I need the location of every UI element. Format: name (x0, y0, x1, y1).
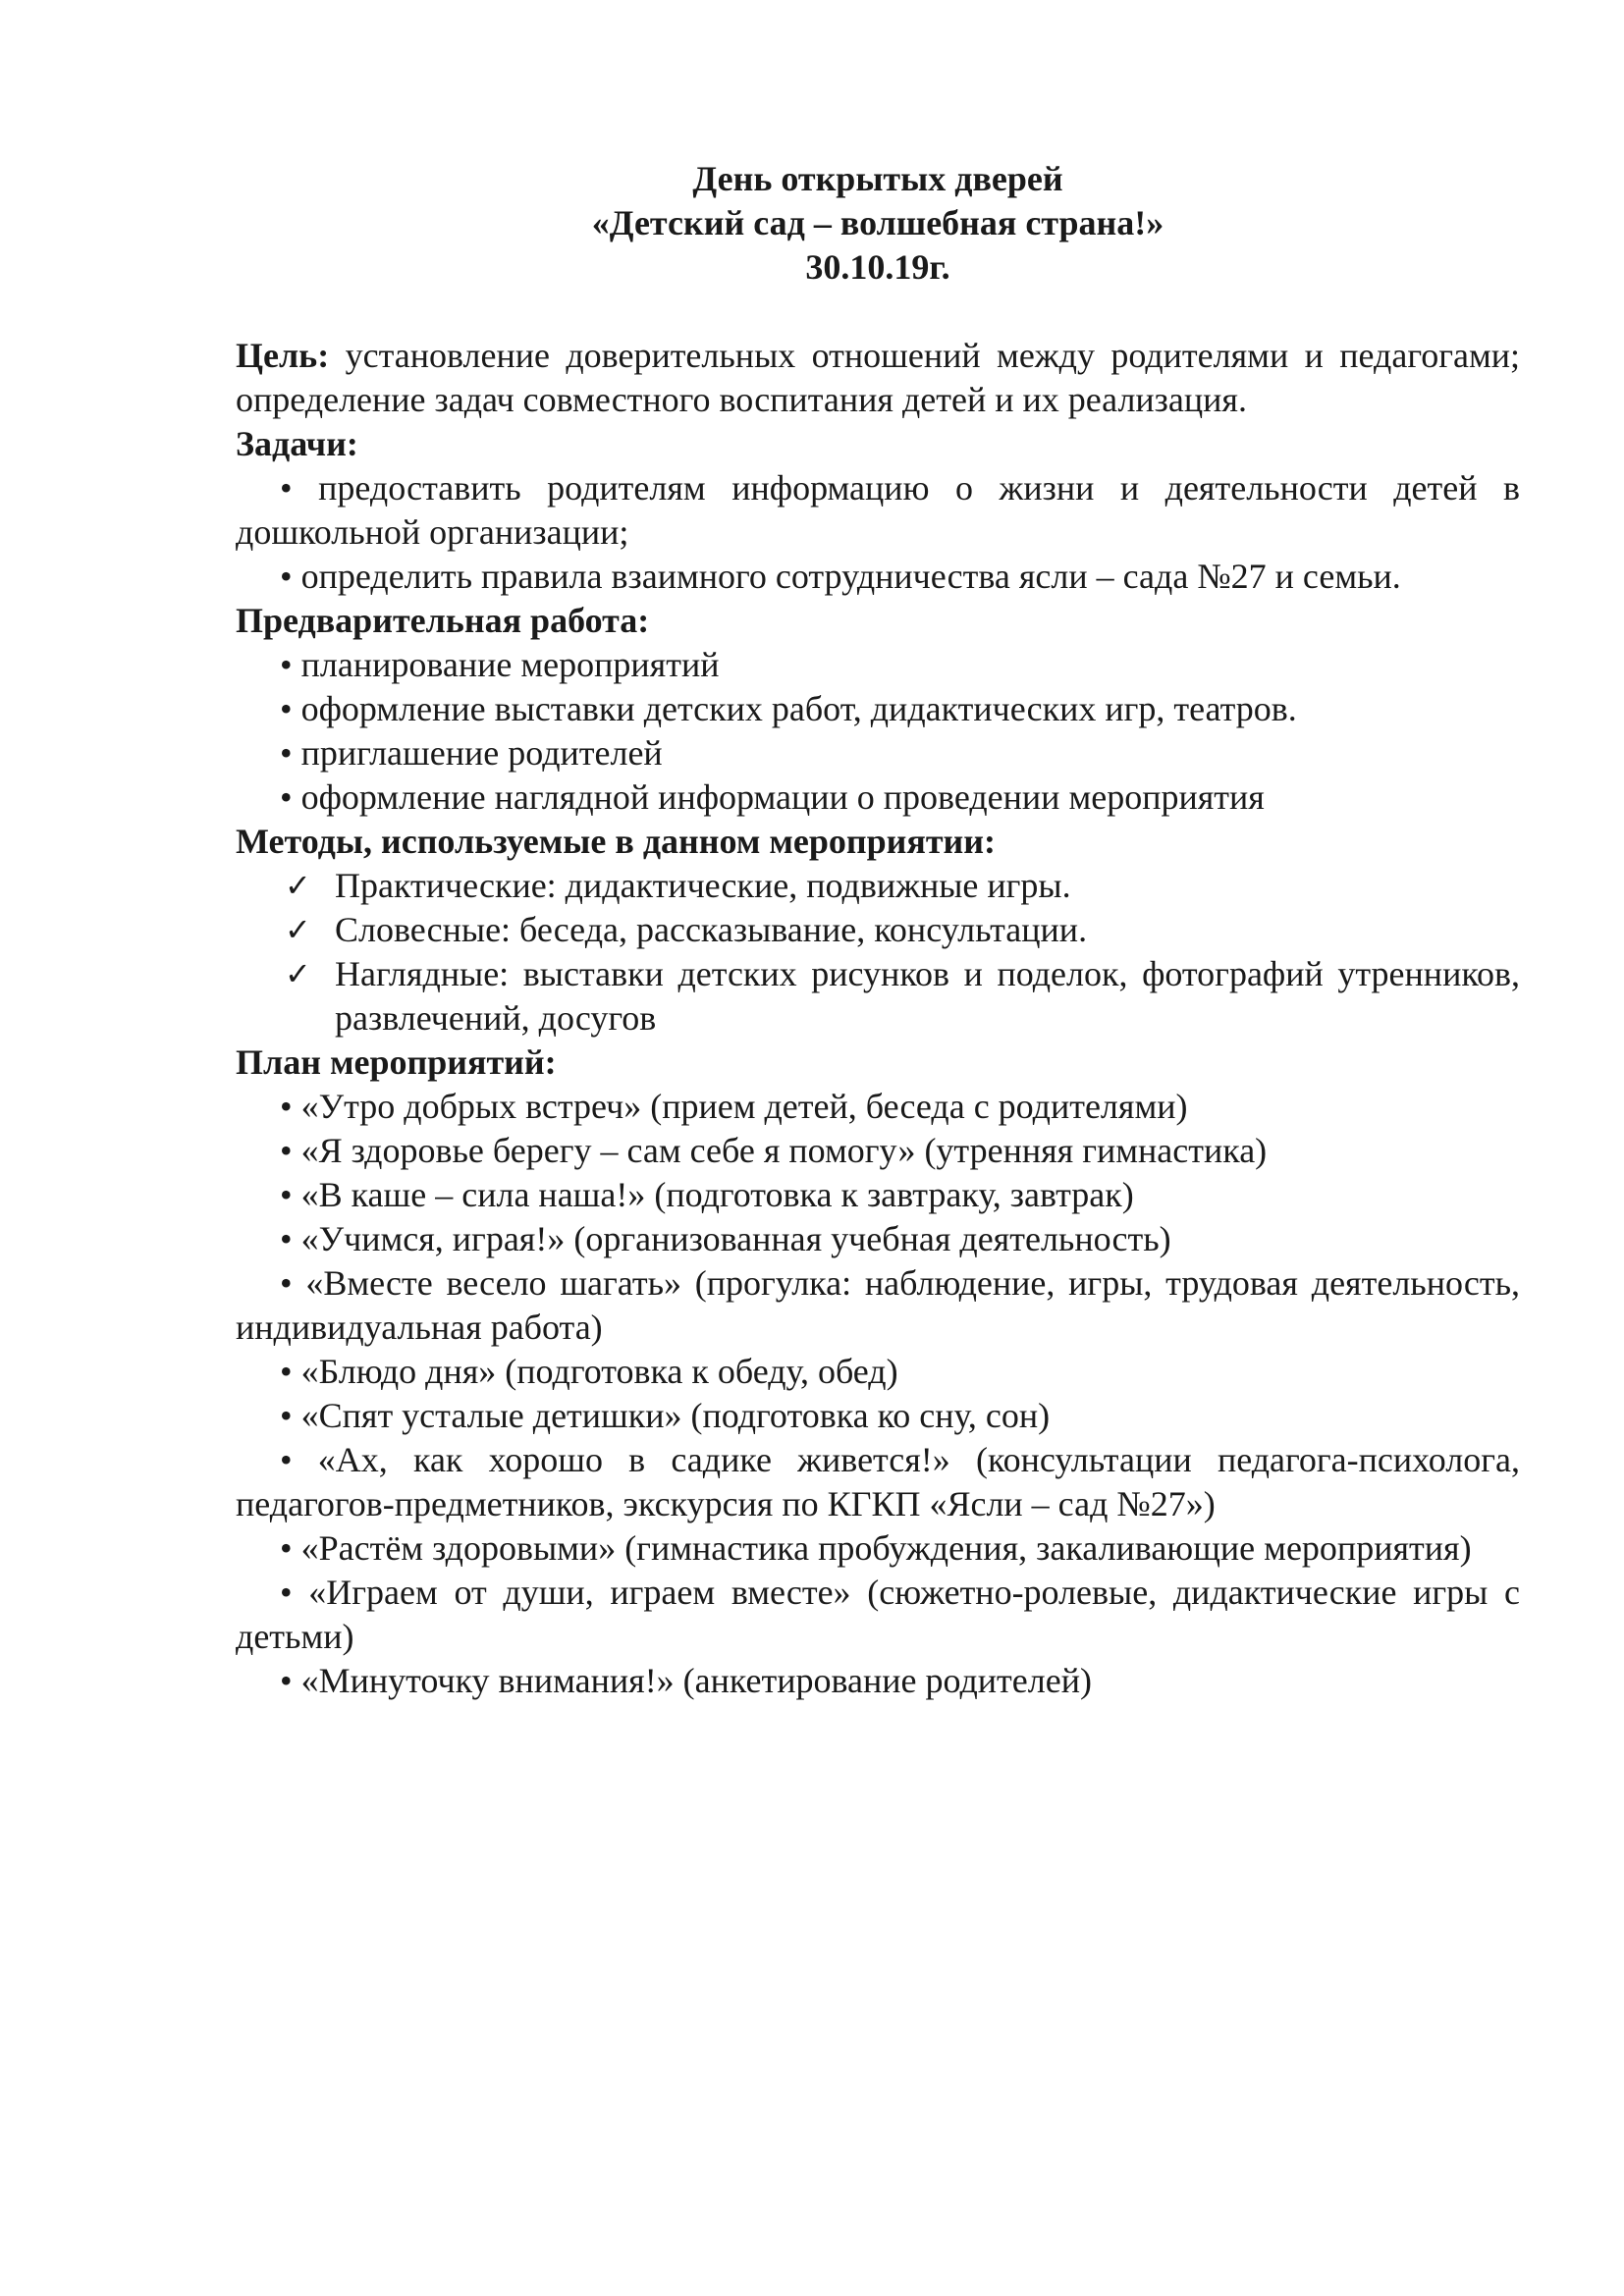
plan-item: • «Растём здоровыми» (гимнастика пробуждения, закаливающие мероприятия) (280, 1528, 1472, 1568)
spacer (236, 290, 1520, 334)
goal-text: установление доверительных отношений между родителями и педагогами; определение задач совместного воспитания детей и их реализация. (236, 336, 1520, 419)
prelim-item: • приглашение родителей (280, 733, 663, 773)
method-item (236, 952, 1520, 1041)
plan-item: • «Я здоровье берегу – сам себе я помогу» (утренняя гимнастика) (280, 1131, 1268, 1170)
check-mark-icon: ✓ (285, 955, 311, 992)
plan-item: • «Спят усталые детишки» (подготовка ко сну, сон) (280, 1396, 1051, 1435)
document-page (236, 157, 1520, 1703)
prelim-item: • оформление выставки детских работ, дидактических игр, театров. (280, 689, 1297, 728)
title-line-2: «Детский сад – волшебная страна!» (591, 203, 1164, 242)
plan-item: • «Вместе весело шагать» (прогулка: наблюдение, игры, трудовая деятельность, индивидуальная работа) (236, 1263, 1520, 1347)
tasks-heading: Задачи: (236, 424, 358, 463)
check-mark-icon: ✓ (285, 911, 311, 948)
task-item: • предоставить родителям информацию о жизни и деятельности детей в дошкольной организации; (236, 468, 1520, 552)
prelim-item: • планирование мероприятий (280, 645, 720, 684)
title-block (236, 157, 1520, 290)
plan-item: • «Учимся, играя!» (организованная учебная деятельность) (280, 1219, 1171, 1258)
plan-item: • «Ах, как хорошо в садике живется!» (консультации педагога-психолога, педагогов-предметников, экскурсия по КГКП «Ясли – сад №27») (236, 1440, 1520, 1523)
plan-item: • «Блюдо дня» (подготовка к обеду, обед) (280, 1352, 898, 1391)
methods-heading: Методы, используемые в данном мероприятии: (236, 822, 997, 861)
plan-heading: План мероприятий: (236, 1042, 557, 1082)
plan-item: • «Минуточку внимания!» (анкетирование родителей) (280, 1661, 1092, 1700)
plan-item: • «Играем от души, играем вместе» (сюжетно-ролевые, дидактические игры с детьми) (236, 1573, 1520, 1656)
method-text: Наглядные: выставки детских рисунков и поделок, фотографий утренников, развлечений, досугов (335, 954, 1520, 1038)
check-mark-icon: ✓ (285, 867, 311, 904)
method-item (236, 908, 1520, 952)
method-text: Словесные: беседа, рассказывание, консультации. (335, 910, 1088, 949)
task-item: • определить правила взаимного сотрудничества ясли – сада №27 и семьи. (280, 557, 1401, 596)
prelim-item: • оформление наглядной информации о проведении мероприятия (280, 777, 1265, 817)
plan-item: • «В каше – сила наша!» (подготовка к завтраку, завтрак) (280, 1175, 1134, 1214)
title-date: 30.10.19г. (805, 247, 950, 287)
goal-label: Цель: (236, 336, 330, 375)
plan-item: • «Утро добрых встреч» (прием детей, беседа с родителями) (280, 1087, 1188, 1126)
prelim-heading: Предварительная работа: (236, 601, 650, 640)
method-text: Практические: дидактические, подвижные игры. (335, 866, 1071, 905)
title-line-1: День открытых дверей (692, 159, 1063, 198)
method-item (236, 864, 1520, 908)
goal-paragraph (236, 334, 1520, 422)
